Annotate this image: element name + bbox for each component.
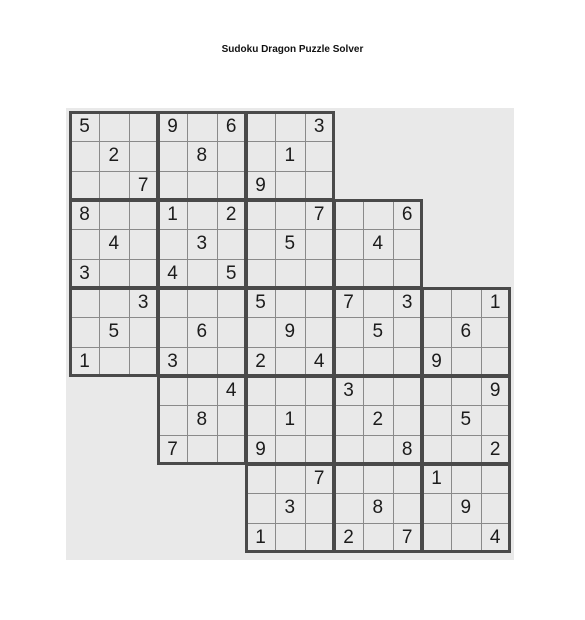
sudoku-cell-digit: 6: [225, 116, 237, 137]
sudoku-cell-digit: 3: [401, 292, 413, 313]
sudoku-cell-digit: 4: [372, 233, 384, 255]
sudoku-cell-digit: 3: [343, 380, 354, 401]
sudoku-cell-digit: 8: [401, 438, 413, 460]
sudoku-cell-digit: 6: [196, 321, 208, 343]
document-title: Sudoku Dragon Puzzle Solver: [221, 44, 364, 55]
sudoku-cell-digit: 1: [167, 204, 178, 225]
sudoku-cell-digit: 1: [284, 145, 296, 167]
sudoku-cell-digit: 8: [372, 497, 384, 519]
sudoku-cell-digit: 3: [284, 497, 296, 519]
sudoku-cell-digit: 6: [401, 204, 413, 225]
sudoku-cell-digit: 9: [255, 174, 266, 196]
sudoku-cell-digit: 3: [196, 233, 208, 255]
sudoku-cell-digit: 2: [108, 145, 120, 167]
sudoku-cell-digit: 7: [313, 204, 325, 225]
sudoku-cell-digit: 1: [284, 409, 296, 431]
sudoku-cell-digit: 2: [343, 526, 354, 548]
sudoku-cell-digit: 2: [372, 409, 384, 431]
sudoku-cell-digit: 5: [225, 262, 237, 284]
sudoku-cell-digit: 5: [108, 321, 120, 343]
sudoku-cell-digit: 5: [460, 409, 472, 431]
sudoku-cell-digit: 4: [489, 526, 501, 548]
sudoku-cell-digit: 4: [225, 380, 237, 401]
sudoku-cell-digit: 9: [255, 438, 266, 460]
sudoku-cell-digit: 3: [167, 350, 178, 372]
sudoku-cell-digit: 1: [255, 526, 266, 548]
sudoku-cell-digit: 9: [284, 321, 296, 343]
sudoku-cell-digit: 7: [137, 174, 149, 196]
sudoku-cell-digit: 7: [313, 468, 325, 489]
sudoku-cell-digit: 9: [460, 497, 472, 519]
sudoku-cell-digit: 3: [79, 262, 90, 284]
sudoku-cell-digit: 1: [79, 350, 90, 372]
sudoku-cell-digit: 2: [225, 204, 237, 225]
sudoku-cell-digit: 7: [401, 526, 413, 548]
sudoku-cell-digit: 5: [284, 233, 296, 255]
sudoku-cell-digit: 8: [196, 145, 208, 167]
sudoku-cell-digit: 4: [108, 233, 120, 255]
sudoku-cell-digit: 2: [255, 350, 266, 372]
sudoku-cell-digit: 3: [313, 116, 325, 137]
sudoku-cell-digit: 6: [460, 321, 472, 343]
sudoku-cell-digit: 8: [196, 409, 208, 431]
sudoku-cell-digit: 5: [372, 321, 384, 343]
sudoku-cell-digit: 7: [167, 438, 178, 460]
sudoku-cell-digit: 1: [431, 468, 442, 489]
sudoku-cell-digit: 9: [167, 116, 178, 137]
sudoku-cell-digit: 7: [343, 292, 354, 313]
sudoku-cell-digit: 4: [313, 350, 325, 372]
sudoku-cell-digit: 8: [79, 204, 90, 225]
sudoku-cell-digit: 2: [489, 438, 501, 460]
sudoku-cell-digit: 9: [489, 380, 501, 401]
sudoku-cell-digit: 9: [431, 350, 442, 372]
sudoku-cell-digit: 5: [79, 116, 90, 137]
sudoku-cell-digit: 4: [167, 262, 178, 284]
sudoku-cell-digit: 3: [137, 292, 149, 313]
sudoku-cell-digit: 1: [489, 292, 501, 313]
sudoku-cell-digit: 5: [255, 292, 266, 313]
